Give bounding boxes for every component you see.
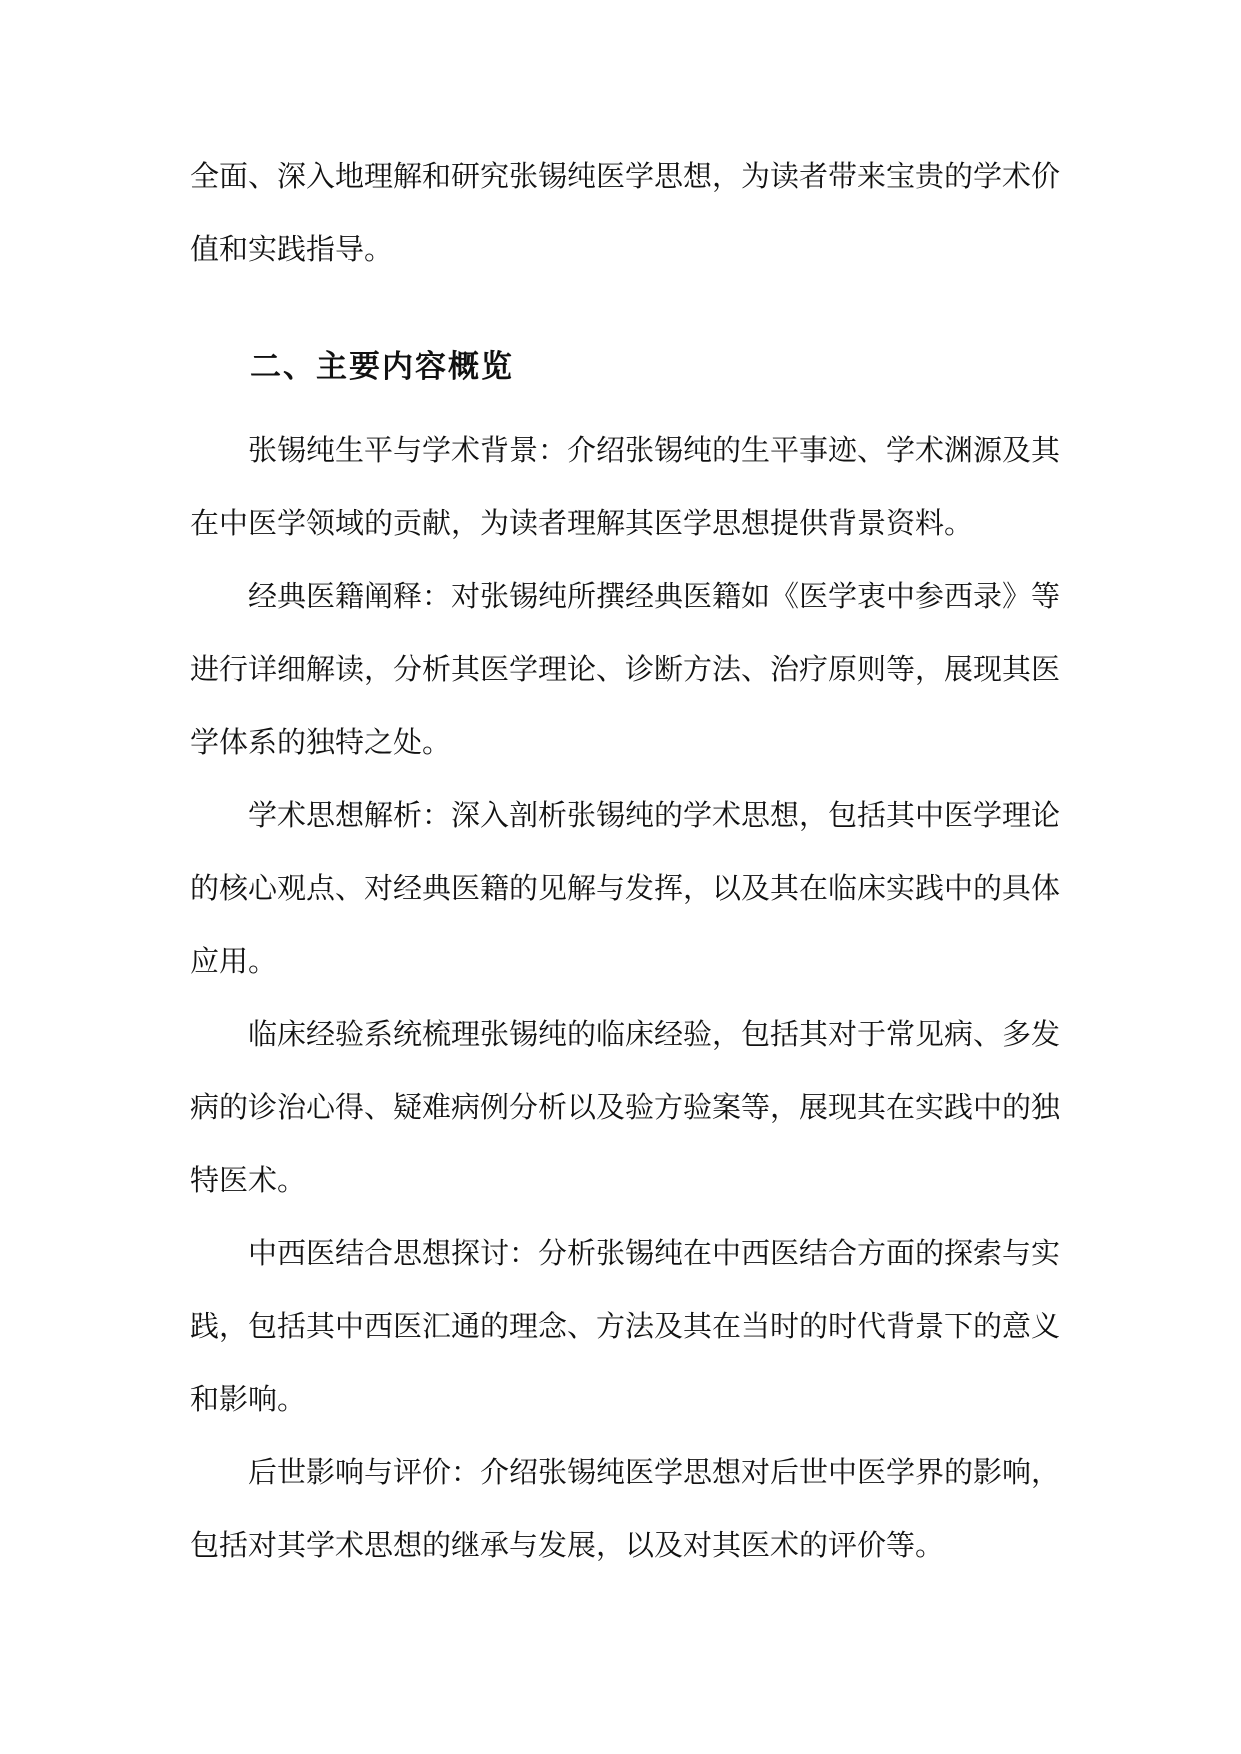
paragraph-clinical-experience: 临床经验系统梳理张锡纯的临床经验，包括其对于常见病、多发病的诊治心得、疑难病例分析以及验方验案等，展现其在实践中的独特医术。: [190, 1017, 1061, 1197]
paragraph-biography: 张锡纯生平与学术背景：介绍张锡纯的生平事迹、学术渊源及其在中医学领域的贡献，为读者理解其医学思想提供背景资料。: [190, 433, 1061, 540]
paragraph-classics: 经典医籍阐释：对张锡纯所撰经典医籍如《医学衷中参西录》等进行详细解读，分析其医学理论、诊断方法、治疗原则等，展现其医学体系的独特之处。: [190, 579, 1061, 759]
paragraph-influence: 后世影响与评价：介绍张锡纯医学思想对后世中医学界的影响，包括对其学术思想的继承与发展，以及对其医术的评价等。: [190, 1455, 1061, 1562]
section-heading: 二、主要内容概览: [250, 349, 514, 385]
paragraph-integration: 中西医结合思想探讨：分析张锡纯在中西医结合方面的探索与实践，包括其中西医汇通的理念、方法及其在当时的时代背景下的意义和影响。: [190, 1236, 1061, 1416]
paragraph-academic-thought: 学术思想解析：深入剖析张锡纯的学术思想，包括其中医学理论的核心观点、对经典医籍的见解与发挥，以及其在临床实践中的具体应用。: [190, 798, 1061, 978]
document-body: [190, 140, 1060, 1582]
continuation-paragraph: 全面、深入地理解和研究张锡纯医学思想，为读者带来宝贵的学术价值和实践指导。: [190, 159, 1061, 266]
